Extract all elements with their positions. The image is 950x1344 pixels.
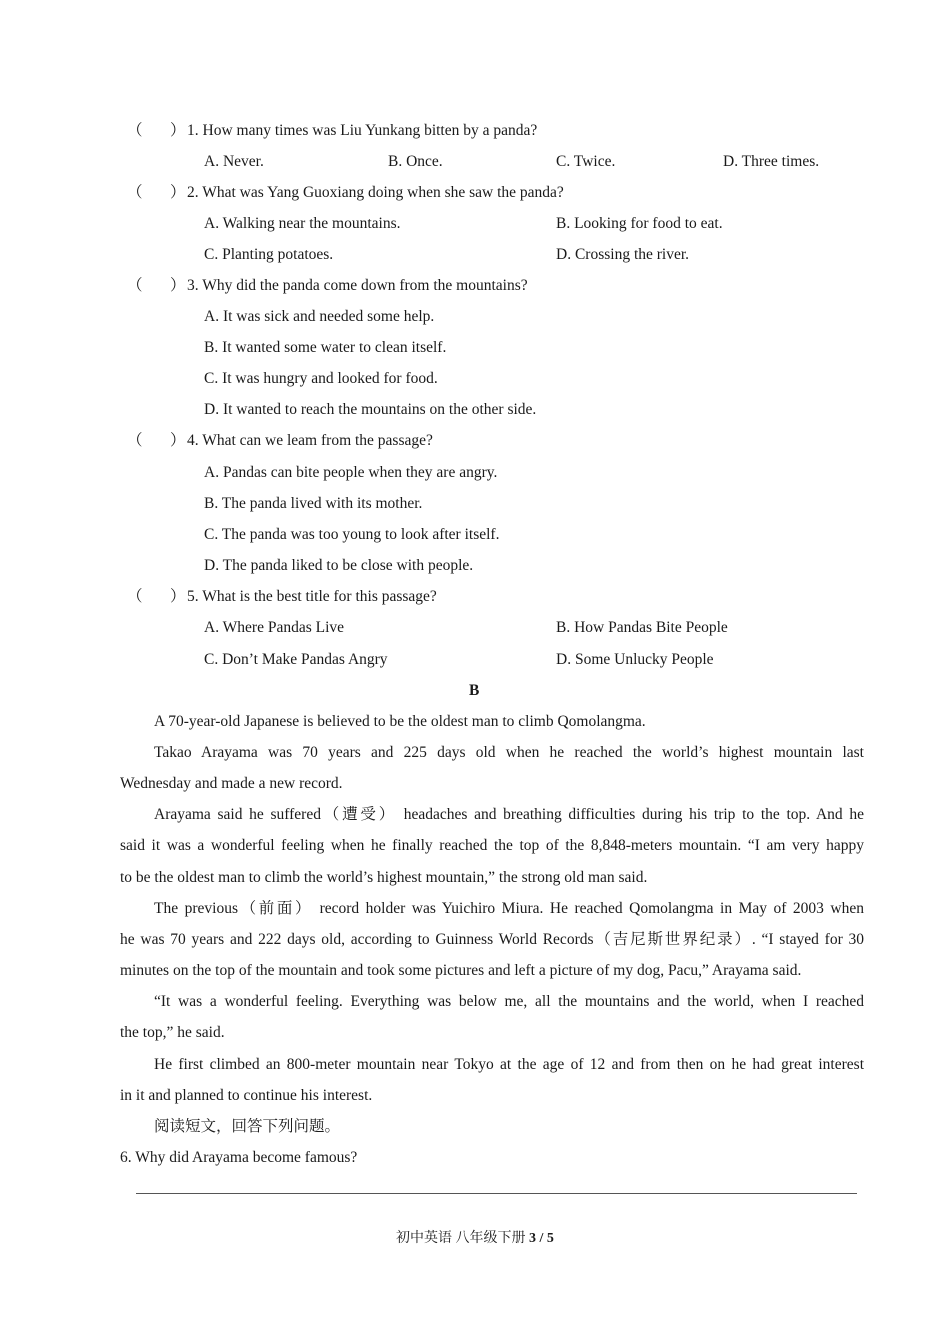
q2-option-b: B. Looking for food to eat.: [556, 215, 723, 232]
passage-line: he was 70 years and 222 days old, according to Guinness World Records（吉尼斯世界纪录）. “I stayed for 30: [120, 931, 864, 948]
passage-line: The previous（前面） record holder was Yuichiro Miura. He reached Qomolangma in May of 2003 when: [154, 900, 864, 917]
q5-option-d: D. Some Unlucky People: [556, 651, 714, 668]
passage-line: in it and planned to continue his interest.: [120, 1087, 373, 1104]
passage-line: the top,” he said.: [120, 1024, 225, 1041]
question-3-text: 3. Why did the panda come down from the mountains?: [187, 277, 528, 294]
answer-bracket-open: （: [127, 184, 143, 201]
q3-option-a: A. It was sick and needed some help.: [204, 308, 435, 325]
passage-line: Arayama said he suffered（遭受） headaches and breathing difficulties during his trip to the top. And he: [154, 806, 864, 823]
q3-option-c: C. It was hungry and looked for food.: [204, 370, 438, 387]
answer-bracket-open: （: [127, 432, 143, 449]
answer-bracket-close: ）: [170, 122, 186, 139]
passage-line: said it was a wonderful feeling when he finally reached the top of the 8,848-meters mountain. “I am very happy: [120, 837, 864, 854]
question-5-text: 5. What is the best title for this passage?: [187, 588, 437, 605]
answer-bracket-close: ）: [170, 588, 186, 605]
passage-line: to be the oldest man to climb the world’s highest mountain,” the strong old man said.: [120, 869, 648, 886]
answer-bracket-close: ）: [170, 432, 186, 449]
page-footer: [0, 1229, 950, 1249]
answer-bracket-close: ）: [170, 277, 186, 294]
instruction-line: 阅读短文，回答下列问题。: [154, 1118, 341, 1135]
q4-option-a: A. Pandas can bite people when they are angry.: [204, 464, 498, 481]
q5-option-c: C. Don’t Make Pandas Angry: [204, 651, 388, 668]
question-2-text: 2. What was Yang Guoxiang doing when she saw the panda?: [187, 184, 564, 201]
q1-option-c: C. Twice.: [556, 153, 616, 170]
q3-option-b: B. It wanted some water to clean itself.: [204, 339, 447, 356]
answer-bracket-close: ）: [170, 184, 186, 201]
passage-line: Wednesday and made a new record.: [120, 775, 343, 792]
passage-line: A 70-year-old Japanese is believed to be the oldest man to climb Qomolangma.: [154, 713, 646, 730]
question-1-text: 1. How many times was Liu Yunkang bitten by a panda?: [187, 122, 538, 139]
section-b-heading: B: [469, 682, 480, 699]
q2-option-a: A. Walking near the mountains.: [204, 215, 401, 232]
q4-option-c: C. The panda was too young to look after itself.: [204, 526, 500, 543]
answer-line[interactable]: [136, 1193, 857, 1194]
q5-option-b: B. How Pandas Bite People: [556, 619, 728, 636]
passage-line: “It was a wonderful feeling. Everything was below me, all the mountains and the world, when I reached: [154, 993, 864, 1010]
footer-text: 初中英语 八年级下册: [396, 1231, 530, 1246]
answer-bracket-open: （: [127, 588, 143, 605]
q5-option-a: A. Where Pandas Live: [204, 619, 345, 636]
answer-bracket-open: （: [127, 122, 143, 139]
page-number: 3 / 5: [529, 1231, 554, 1246]
passage-line: minutes on the top of the mountain and took some pictures and left a picture of my dog, Pacu,” Arayama said.: [120, 962, 802, 979]
passage-line: He first climbed an 800-meter mountain near Tokyo at the age of 12 and from then on he had great interest: [154, 1056, 864, 1073]
q2-option-d: D. Crossing the river.: [556, 246, 690, 263]
q1-option-a: A. Never.: [204, 153, 264, 170]
q1-option-b: B. Once.: [388, 153, 443, 170]
question-4-text: 4. What can we leam from the passage?: [187, 432, 433, 449]
question-6-text: 6. Why did Arayama become famous?: [120, 1149, 358, 1166]
q4-option-b: B. The panda lived with its mother.: [204, 495, 423, 512]
answer-bracket-open: （: [127, 277, 143, 294]
passage-line: Takao Arayama was 70 years and 225 days old when he reached the world’s highest mountain last: [154, 744, 864, 761]
q4-option-d: D. The panda liked to be close with people.: [204, 557, 474, 574]
q2-option-c: C. Planting potatoes.: [204, 246, 334, 263]
q3-option-d: D. It wanted to reach the mountains on the other side.: [204, 401, 537, 418]
q1-option-d: D. Three times.: [723, 153, 820, 170]
